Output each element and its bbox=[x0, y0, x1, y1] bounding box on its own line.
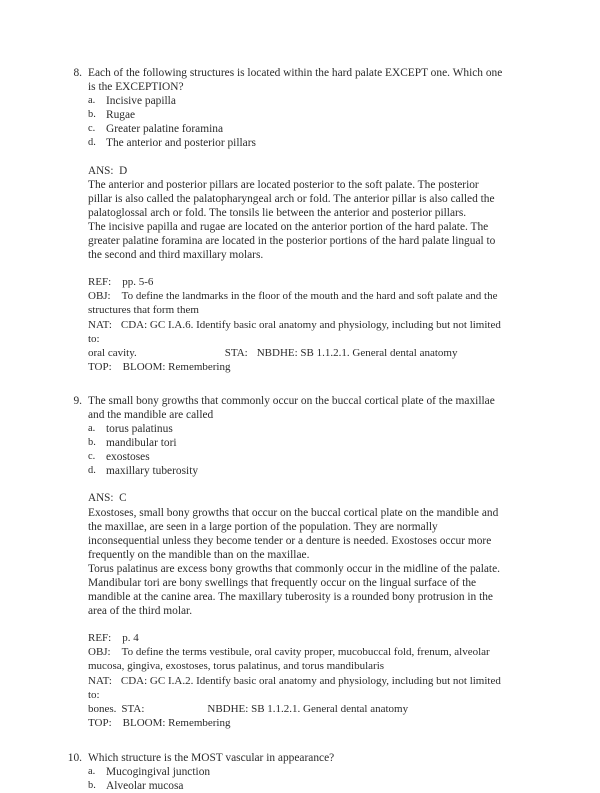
question-stem: The small bony growths that commonly occur on the buccal cortical plate of the maxillae and the mandible are called bbox=[88, 394, 495, 421]
option-letter: c. bbox=[88, 451, 96, 463]
list-item[interactable] bbox=[88, 136, 504, 150]
option-text: torus palatinus bbox=[106, 423, 173, 436]
nat-label: NAT: bbox=[88, 674, 112, 687]
answer-options bbox=[62, 422, 504, 478]
question-heading bbox=[62, 751, 504, 765]
list-item[interactable] bbox=[88, 450, 504, 464]
metadata-top bbox=[88, 716, 504, 730]
answer-section bbox=[62, 164, 504, 263]
question-heading bbox=[62, 66, 504, 94]
top-label: TOP: bbox=[88, 716, 112, 729]
metadata-section bbox=[62, 275, 504, 374]
block-spacer bbox=[62, 730, 504, 751]
metadata-sta bbox=[88, 702, 504, 716]
option-text: Incisive papilla bbox=[106, 95, 176, 108]
list-item[interactable] bbox=[88, 108, 504, 122]
question-block bbox=[62, 751, 504, 793]
ref-value: pp. 5-6 bbox=[122, 276, 154, 289]
answer-line: ANS: D bbox=[88, 164, 128, 177]
option-letter: a. bbox=[88, 766, 96, 778]
rationale-paragraph: The anterior and posterior pillars are located posterior to the soft palate. The posterior pillar is also called the palatopharyngeal arch or fold. The anterior pillar is also called the palatoglossal arch or fold. The tonsils lie between the anterior and posterior pillars. bbox=[88, 178, 495, 219]
answer-section bbox=[62, 491, 504, 618]
top-label: TOP: bbox=[88, 360, 112, 373]
block-spacer bbox=[62, 374, 504, 394]
option-letter: b. bbox=[88, 437, 96, 449]
list-item[interactable] bbox=[88, 765, 504, 779]
list-item[interactable] bbox=[88, 122, 504, 136]
metadata-sta bbox=[88, 346, 504, 360]
question-block bbox=[62, 394, 504, 730]
obj-label: OBJ: bbox=[88, 646, 111, 659]
option-letter: a. bbox=[88, 95, 96, 107]
question-stem: Which structure is the MOST vascular in appearance? bbox=[88, 751, 335, 764]
ref-label: REF: bbox=[88, 276, 112, 289]
top-value: BLOOM: Remembering bbox=[122, 716, 231, 729]
metadata-ref bbox=[88, 631, 504, 645]
metadata-top bbox=[88, 360, 504, 374]
ref-label: REF: bbox=[88, 632, 112, 645]
answer-line: ANS: C bbox=[88, 492, 127, 505]
list-item[interactable] bbox=[88, 422, 504, 436]
sta-value: NBDHE: SB 1.1.2.1. General dental anatomy bbox=[256, 346, 458, 359]
list-item[interactable] bbox=[88, 94, 504, 108]
rationale-paragraph: Exostoses, small bony growths that occur on the buccal cortical plate on the mandible and the maxillae, are seen in a large portion of the population. They are normally inconsequential unless they become tender or a denture is needed. Exostoses occur more frequently on the mandible than on the maxillae. bbox=[88, 506, 499, 561]
option-text: The anterior and posterior pillars bbox=[106, 137, 256, 150]
question-stem: Each of the following structures is located within the hard palate EXCEPT one. Which one is the EXCEPTION? bbox=[88, 67, 503, 94]
option-text: Alveolar mucosa bbox=[106, 780, 184, 793]
metadata-obj bbox=[88, 289, 504, 317]
sta-value: NBDHE: SB 1.1.2.1. General dental anatomy bbox=[207, 702, 409, 715]
sta-label: STA: bbox=[121, 702, 145, 715]
metadata-obj bbox=[88, 645, 504, 673]
question-number: 8. bbox=[73, 67, 82, 79]
question-block bbox=[62, 66, 504, 374]
nat-label: NAT: bbox=[88, 318, 112, 331]
obj-label: OBJ: bbox=[88, 290, 111, 303]
option-letter: b. bbox=[88, 109, 96, 121]
option-text: Greater palatine foramina bbox=[106, 123, 224, 136]
document-content bbox=[62, 66, 504, 793]
list-item[interactable] bbox=[88, 436, 504, 450]
rationale bbox=[88, 506, 504, 619]
option-text: maxillary tuberosity bbox=[106, 465, 199, 478]
answer-options bbox=[62, 765, 504, 793]
option-letter: c. bbox=[88, 123, 96, 135]
rationale-paragraph: Torus palatinus are excess bony growths that commonly occur in the midline of the palate. Mandibular tori are bony swellings that frequently occur on the lingual surface of the mandible at the canine area. The maxillary tuberosity is a rounded bony protrusion in the area of the third molar. bbox=[88, 562, 501, 618]
ref-value: p. 4 bbox=[122, 632, 139, 645]
metadata-nat bbox=[88, 674, 504, 702]
list-item[interactable] bbox=[88, 464, 504, 478]
option-letter: b. bbox=[88, 780, 96, 792]
option-letter: d. bbox=[88, 465, 96, 477]
nat-value-continued: oral cavity. bbox=[88, 346, 137, 359]
option-text: exostoses bbox=[106, 451, 150, 464]
metadata-section bbox=[62, 631, 504, 730]
top-value: BLOOM: Remembering bbox=[122, 360, 231, 373]
option-letter: a. bbox=[88, 423, 96, 435]
question-number: 10. bbox=[67, 751, 82, 764]
nat-value: CDA: GC I.A.2. Identify basic oral anatomy and physiology, including but not limited to: bbox=[88, 674, 501, 701]
answer-options bbox=[62, 94, 504, 150]
option-text: mandibular tori bbox=[106, 437, 177, 450]
rationale bbox=[88, 178, 504, 263]
obj-value: To define the terms vestibule, oral cavity proper, mucobuccal fold, frenum, alveolar mucosa, gingiva, exostoses, torus palatinus, and torus mandibularis bbox=[88, 646, 490, 673]
metadata-ref bbox=[88, 275, 504, 289]
rationale-paragraph: The incisive papilla and rugae are located on the anterior portion of the hard palate. The greater palatine foramina are located in the posterior portions of the hard palate lingual to the second and third maxillary molars. bbox=[88, 220, 496, 262]
option-text: Mucogingival junction bbox=[106, 766, 211, 779]
nat-value: CDA: GC I.A.6. Identify basic oral anatomy and physiology, including but not limited to: bbox=[88, 318, 501, 345]
option-letter: d. bbox=[88, 137, 96, 149]
nat-value-continued: bones. bbox=[88, 702, 117, 715]
sta-label: STA: bbox=[224, 346, 248, 359]
option-text: Rugae bbox=[106, 109, 136, 122]
question-heading bbox=[62, 394, 504, 422]
question-number: 9. bbox=[73, 394, 82, 407]
list-item[interactable] bbox=[88, 779, 504, 793]
metadata-nat bbox=[88, 318, 504, 346]
obj-value: To define the landmarks in the floor of the mouth and the hard and soft palate and the structures that form them bbox=[88, 290, 498, 317]
